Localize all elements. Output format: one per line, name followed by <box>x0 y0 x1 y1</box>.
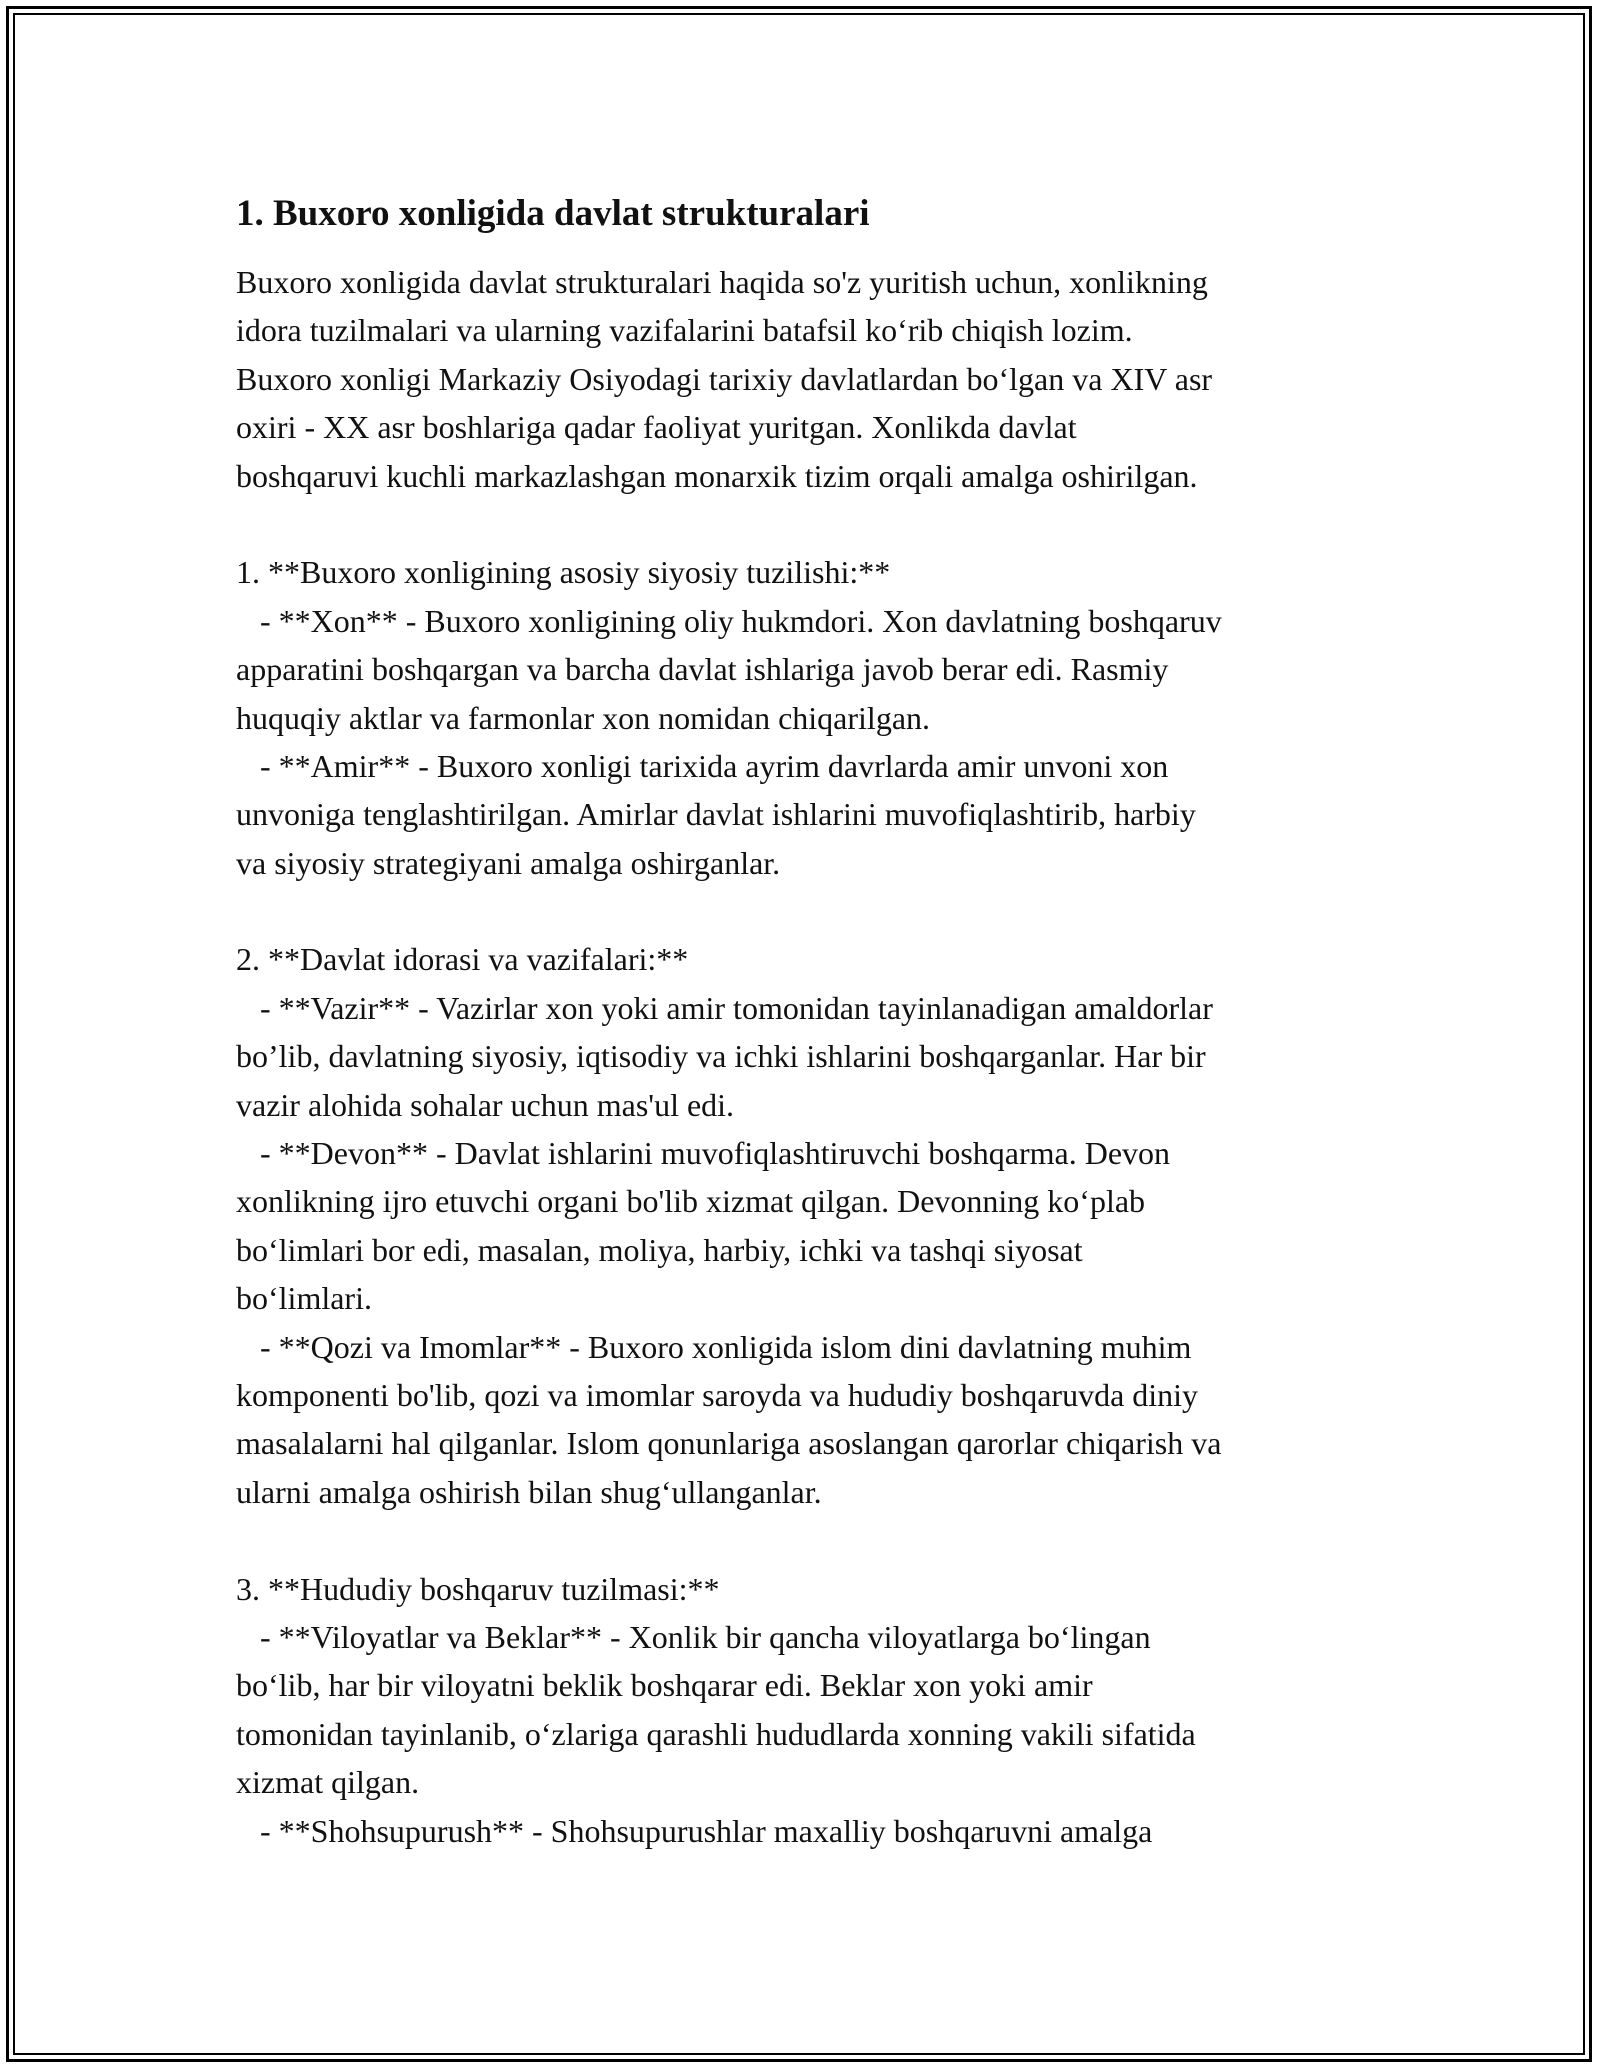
text-line: Buxoro xonligida davlat strukturalari haqida so'z yuritish uchun, xonlikning <box>236 264 1208 300</box>
text-line: idora tuzilmalari va ularning vazifalarini batafsil ko‘rib chiqish lozim. <box>236 312 1133 349</box>
text-line: vazir alohida sohalar uchun mas'ul edi. <box>236 1086 735 1123</box>
text-line: oxiri - XX asr boshlariga qadar faoliyat yuritgan. Xonlikda davlat <box>236 409 1077 446</box>
text-line: - **Vazir** - Vazirlar xon yoki amir tomonidan tayinlanadigan amaldorlar <box>236 989 1213 1026</box>
text-line: Buxoro xonligi Markaziy Osiyodagi tarixiy davlatlardan bo‘lgan va XIV asr <box>236 360 1213 397</box>
text-line: xonlikning ijro etuvchi organi bo'lib xizmat qilgan. Devonning ko‘plab <box>236 1183 1146 1220</box>
text-line: ularni amalga oshirish bilan shug‘ullanganlar. <box>236 1473 822 1510</box>
section-state-offices <box>236 935 1416 1516</box>
text-line: bo‘limlari. <box>236 1280 372 1317</box>
blank-line <box>236 887 1416 935</box>
text-line: masalalarni hal qilganlar. Islom qonunlariga asoslangan qarorlar chiqarish va <box>236 1425 1222 1462</box>
section-title: 2. **Davlat idorasi va vazifalari:** <box>236 941 689 978</box>
text-line: - **Amir** - Buxoro xonligi tarixida ayrim davrlarda amir unvoni xon <box>236 747 1169 784</box>
text-line: - **Shohsupurush** - Shohsupurushlar maxalliy boshqaruvni amalga <box>236 1812 1153 1849</box>
blank-line <box>236 1516 1416 1564</box>
text-line: tomonidan tayinlanib, o‘zlariga qarashli hududlarda xonning vakili sifatida <box>236 1715 1196 1752</box>
text-line: unvoniga tenglashtirilgan. Amirlar davlat ishlarini muvofiqlashtirib, harbiy <box>236 796 1196 833</box>
text-line: - **Xon** - Buxoro xonligining oliy hukmdori. Xon davlatning boshqaruv <box>236 602 1222 639</box>
blank-line <box>236 500 1416 548</box>
text-line: boshqaruvi kuchli markazlashgan monarxik tizim orqali amalga oshirilgan. <box>236 457 1198 494</box>
intro-paragraph <box>236 258 1416 500</box>
text-line: xizmat qilgan. <box>236 1764 420 1801</box>
text-line: bo‘lib, har bir viloyatni beklik boshqarar edi. Beklar xon yoki amir <box>236 1667 1093 1704</box>
text-line: bo’lib, davlatning siyosiy, iqtisodiy va ichki ishlarini boshqarganlar. Har bir <box>236 1038 1206 1075</box>
section-political-structure <box>236 548 1416 887</box>
text-line: bo‘limlari bor edi, masalan, moliya, harbiy, ichki va tashqi siyosat <box>236 1231 1083 1268</box>
text-line: - **Viloyatlar va Beklar** - Xonlik bir qancha viloyatlarga bo‘lingan <box>236 1618 1151 1655</box>
section-territorial-administration <box>236 1565 1416 1855</box>
text-line: - **Qozi va Imomlar** - Buxoro xonligida islom dini davlatning muhim <box>236 1328 1192 1365</box>
text-line: va siyosiy strategiyani amalga oshirganlar. <box>236 844 781 881</box>
text-line: huquqiy aktlar va farmonlar xon nomidan chiqarilgan. <box>236 699 931 736</box>
text-line: - **Devon** - Davlat ishlarini muvofiqlashtiruvchi boshqarma. Devon <box>236 1135 1171 1172</box>
text-line: apparatini boshqargan va barcha davlat ishlariga javob berar edi. Rasmiy <box>236 651 1169 688</box>
text-line: komponenti bo'lib, qozi va imomlar saroyda va hududiy boshqaruvda diniy <box>236 1376 1199 1413</box>
section-title: 1. **Buxoro xonligining asosiy siyosiy tuzilishi:** <box>236 554 891 591</box>
document-heading: 1. Buxoro xonligida davlat strukturalari <box>236 193 870 234</box>
section-title: 3. **Hududiy boshqaruv tuzilmasi:** <box>236 1570 720 1607</box>
document-body <box>236 190 1416 1855</box>
